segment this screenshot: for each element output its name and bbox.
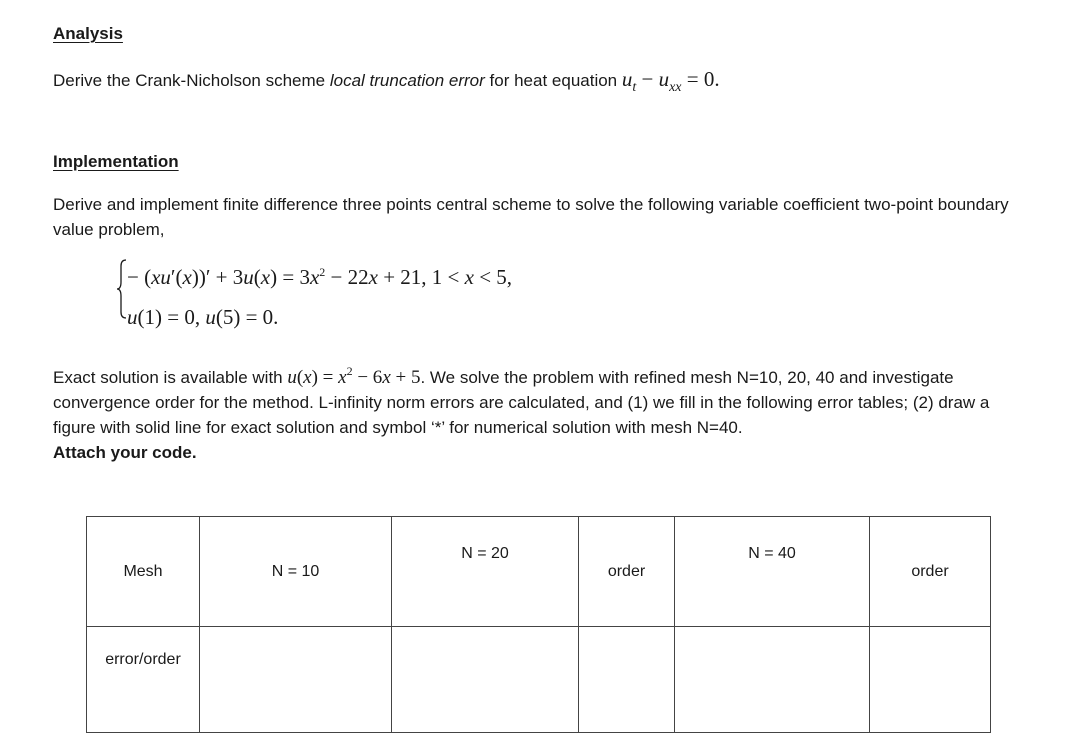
error-table	[86, 516, 991, 733]
left-brace-icon	[117, 258, 127, 320]
row-label-error-order: error/order	[87, 627, 200, 733]
header-order-2: order	[870, 517, 991, 627]
bvp-equation-line: − $(xu'(x))' + 3u(x) = 3x^2 - 22x + 21$, 1 < x < 5,	[127, 265, 513, 289]
attach-code-note: Attach your code.	[53, 443, 197, 462]
implementation-heading: Implementation	[53, 152, 179, 171]
header-order-1: order	[579, 517, 675, 627]
bvp-boundary-line: u(1) = 0, u(5) = 0.	[127, 305, 279, 329]
header-n20: N = 20	[392, 517, 579, 627]
exact-solution-paragraph: Exact solution is available with $u(x) = x^2 - 6x + 5$. We solve the problem with refined mesh N=10, 20, 40 and investigate convergence order for the method. L-infinity norm errors are calculated, and (1) we fill in the following error tables; (2) draw a figure with solid line for exact solution and symbol ‘*’ for numerical solution with mesh N=40. Attach your code.	[53, 364, 990, 462]
cell-order-1[interactable]	[579, 627, 675, 733]
heat-equation: $u_t - u_{xx} = 0$.	[621, 67, 720, 95]
exact-solution-formula: $u(x) = x^2 - 6x + 5$	[287, 364, 421, 388]
analysis-text-before: Derive the Crank-Nicholson scheme	[53, 71, 330, 90]
analysis-text-after: for heat equation	[484, 71, 622, 90]
cell-error-n20[interactable]	[392, 627, 579, 733]
analysis-heading: Analysis	[53, 24, 123, 43]
header-n40: N = 40	[675, 517, 870, 627]
analysis-text-italic: local truncation error	[329, 71, 485, 90]
implementation-paragraph: Derive and implement finite difference three points central scheme to solve the following variable coefficient two-point boundary value problem,	[53, 195, 1009, 239]
table-header-row	[87, 517, 991, 627]
table-row	[87, 627, 991, 733]
cell-order-2[interactable]	[870, 627, 991, 733]
analysis-paragraph	[53, 67, 1028, 100]
cell-error-n10[interactable]	[200, 627, 392, 733]
header-n10: N = 10	[200, 517, 392, 627]
cell-error-n40[interactable]	[675, 627, 870, 733]
header-mesh: Mesh	[87, 517, 200, 627]
